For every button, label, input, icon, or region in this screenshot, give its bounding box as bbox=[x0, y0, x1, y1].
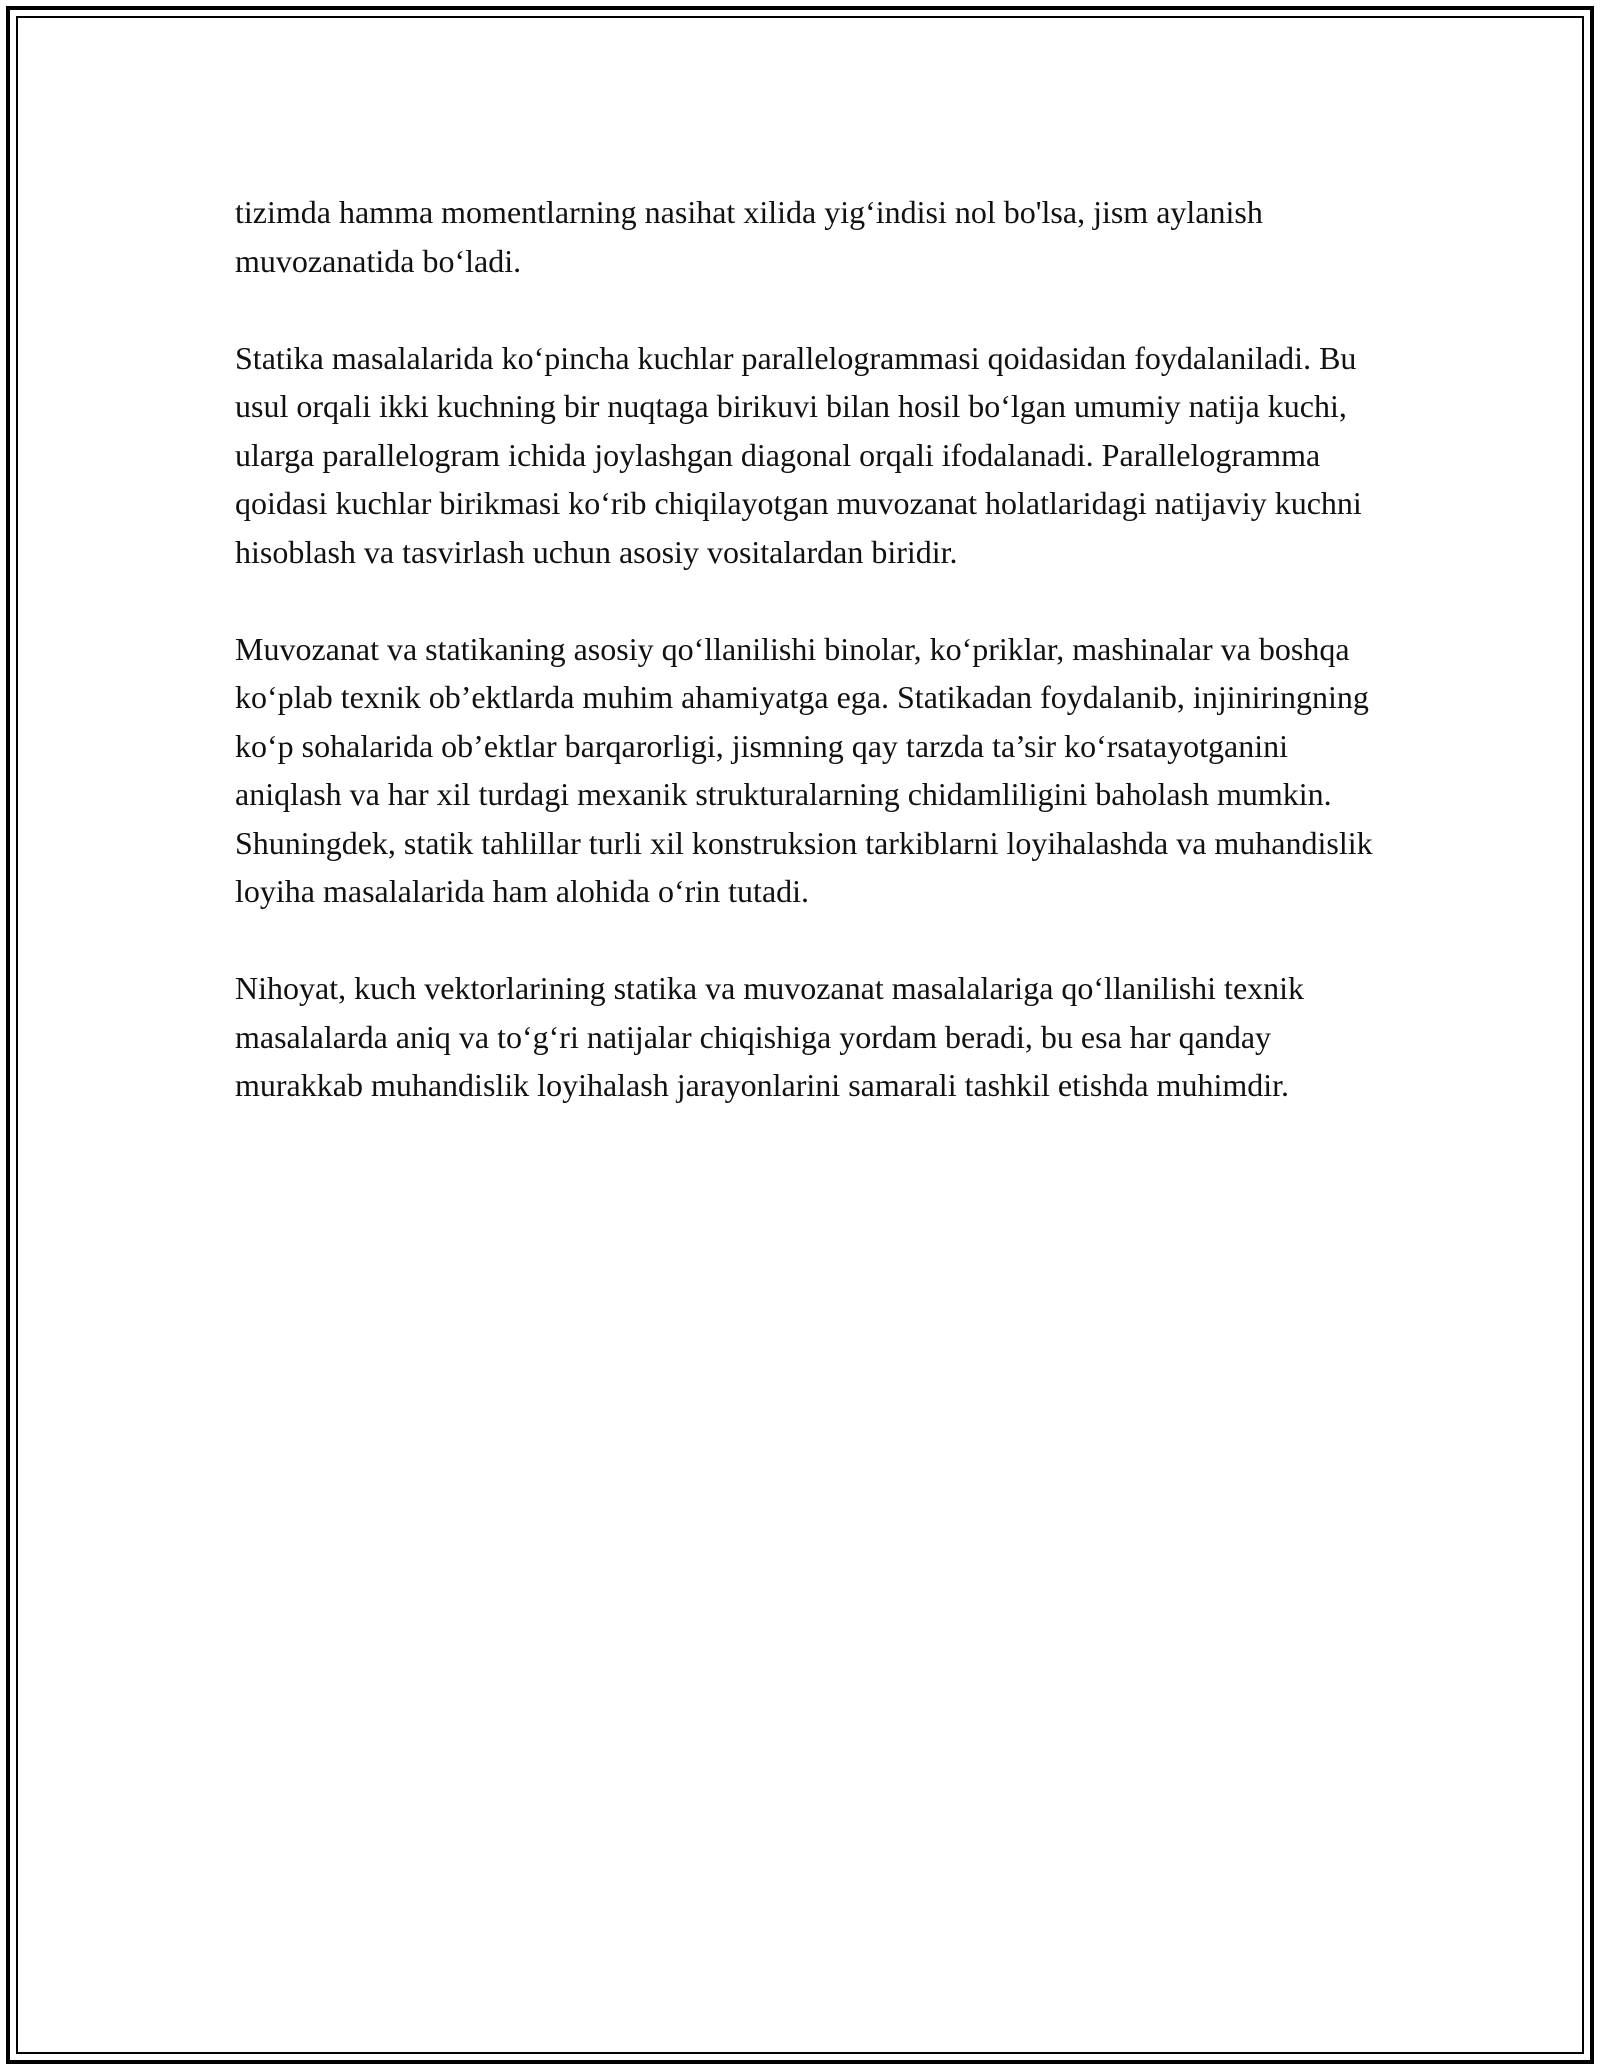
paragraph-parallelogram-rule: Statika masalalarida ko‘pincha kuchlar parallelogrammasi qoidasidan foydalaniladi. Bu usul orqali ikki kuchning bir nuqtaga birikuvi bilan hosil bo‘lgan umumiy natija kuchi, ularga parallelogram ichida joylashgan diagonal orqali ifodalanadi. Parallelogramma qoidasi kuchlar birikmasi ko‘rib chiqilayotgan muvozanat holatlaridagi natijaviy kuchni hisoblash va tasvirlash uchun asosiy vositalardan biridir. bbox=[235, 339, 1362, 570]
paragraph-conclusion: Nihoyat, kuch vektorlarining statika va muvozanat masalalariga qo‘llanilishi texnik masalalarda aniq va to‘g‘ri natijalar chiqishiga yordam beradi, bu esa har qanday murakkab muhandislik loyihalash jarayonlarini samarali tashkil etishda muhimdir. bbox=[235, 970, 1305, 1103]
document-body bbox=[235, 188, 1385, 1158]
paragraph-moment-equilibrium: tizimda hamma momentlarning nasihat xilida yig‘indisi nol bo'lsa, jism aylanish muvozanatida bo‘ladi. bbox=[235, 194, 1263, 279]
paragraph-statics-applications: Muvozanat va statikaning asosiy qo‘llanilishi binolar, ko‘priklar, mashinalar va boshqa ko‘plab texnik ob’ektlarda muhim ahamiyatga ega. Statikadan foydalanib, injiniringning ko‘p sohalarida ob’ektlar barqarorligi, jismning qay tarzda ta’sir ko‘rsatayotganini aniqlash va har xil turdagi mexanik strukturalarning chidamliligini baholash mumkin. Shuningdek, statik tahlillar turli xil konstruksion tarkiblarni loyihalashda va muhandislik loyiha masalalarida ham alohida o‘rin tutadi. bbox=[235, 630, 1373, 909]
